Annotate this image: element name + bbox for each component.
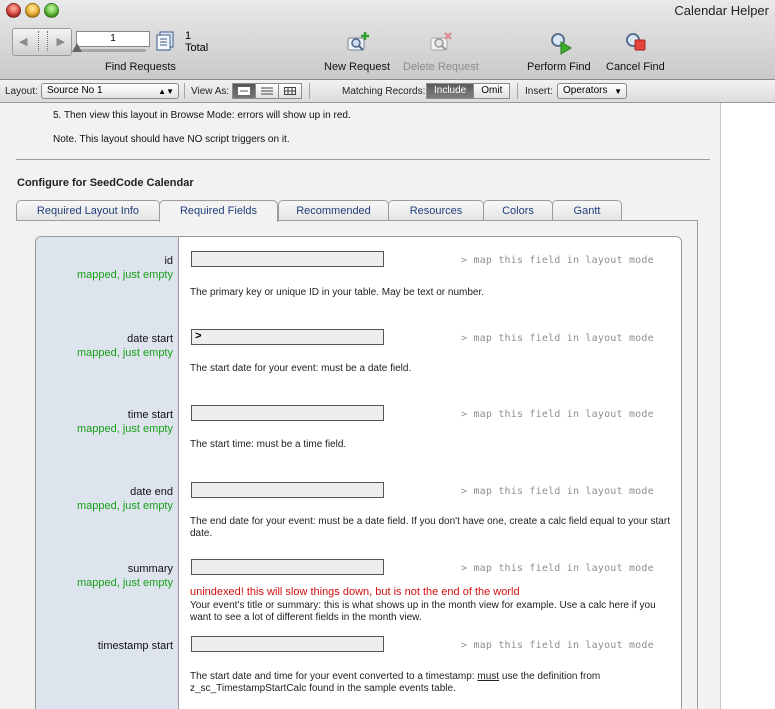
layout-content <box>0 103 720 709</box>
list-view-icon <box>261 87 273 95</box>
insert-operators-popup[interactable] <box>557 83 627 99</box>
view-as-list-button[interactable] <box>255 83 279 99</box>
cancel-find-button[interactable]: Cancel Find <box>606 61 665 73</box>
field-row-timestamp-start <box>36 622 681 699</box>
field-name: time start <box>127 409 173 421</box>
chevron-down-icon: ▼ <box>614 87 622 96</box>
description-text: use the definition from z_sc_TimestampStartCalc found in the sample events table. <box>190 671 601 694</box>
perform-find-button[interactable]: Perform Find <box>527 61 591 73</box>
popup-arrows-icon: ▲▼ <box>158 87 174 96</box>
omit-button[interactable]: Omit <box>473 83 510 99</box>
close-window-button[interactable] <box>6 3 21 18</box>
current-record-input[interactable]: 1 <box>76 31 150 47</box>
new-request-button[interactable]: New Request <box>324 61 391 73</box>
view-as-control <box>232 83 301 99</box>
layout-bar <box>0 80 775 103</box>
window-title: Calendar Helper <box>674 3 769 18</box>
tab-gantt[interactable]: Gantt <box>552 200 622 221</box>
insert-popup-value: Operators <box>563 85 608 96</box>
window-margin <box>720 103 775 709</box>
script-trigger-note: Note. This layout should have NO script triggers on it. <box>53 134 290 145</box>
section-title: Configure for SeedCode Calendar <box>17 177 194 189</box>
delete-request-button: Delete Request <box>403 61 479 73</box>
tab-panel-border <box>16 220 698 221</box>
field-name: id <box>164 255 173 267</box>
time-start-field[interactable] <box>191 405 384 421</box>
field-name: summary <box>127 563 173 575</box>
field-status: mapped, just empty <box>77 577 173 589</box>
find-requests-label: Find Requests <box>105 61 176 73</box>
record-total-label: Total <box>185 42 209 54</box>
previous-record-icon[interactable]: ◀ <box>19 36 28 48</box>
layout-label: Layout: <box>5 86 38 97</box>
tab-required-layout-info[interactable]: Required Layout Info <box>16 200 160 221</box>
window-toolbar <box>0 0 775 80</box>
field-row-summary <box>36 545 681 625</box>
book-spine <box>38 31 48 51</box>
view-as-form-button[interactable] <box>232 83 256 99</box>
field-row-date-start <box>36 315 681 392</box>
magnifier-go-icon[interactable] <box>547 30 575 56</box>
tab-resources[interactable]: Resources <box>388 200 484 221</box>
insert-label: Insert: <box>525 86 553 97</box>
date-end-field[interactable] <box>191 482 384 498</box>
layout-popup-value: Source No 1 <box>47 85 103 96</box>
summary-field[interactable] <box>191 559 384 575</box>
field-row-date-end <box>36 468 681 545</box>
field-row-time-start <box>36 391 681 468</box>
field-description <box>190 671 670 695</box>
magnifier-plus-icon[interactable] <box>345 30 373 56</box>
field-hint: > map this field in layout mode <box>461 486 654 497</box>
field-name: date end <box>130 486 173 498</box>
instruction-note: 5. Then view this layout in Browse Mode: errors will show up in red. <box>53 110 351 121</box>
divider-line <box>16 159 710 160</box>
record-slider-thumb[interactable] <box>72 43 82 52</box>
tab-colors[interactable]: Colors <box>483 200 553 221</box>
next-record-icon[interactable]: ▶ <box>56 36 65 48</box>
field-status: mapped, just empty <box>77 347 173 359</box>
view-as-label: View As: <box>191 86 230 97</box>
timestamp-start-field[interactable] <box>191 636 384 652</box>
field-hint: > map this field in layout mode <box>461 255 654 266</box>
field-description: Your event's title or summary: this is what shows up in the month view for example. Use a calc here if you want to see a lot of different fields in the month view. <box>190 600 656 623</box>
minimize-window-button[interactable] <box>25 3 40 18</box>
field-row-id <box>36 237 681 314</box>
record-total <box>185 30 208 54</box>
field-name: timestamp start <box>97 640 173 652</box>
book-icon[interactable] <box>12 28 72 56</box>
tab-panel-border <box>697 220 698 709</box>
matching-records-control <box>426 83 509 99</box>
divider <box>309 83 310 99</box>
field-hint: > map this field in layout mode <box>461 563 654 574</box>
field-hint: > map this field in layout mode <box>461 333 654 344</box>
magnifier-cancel-icon[interactable] <box>622 30 650 56</box>
field-status: mapped, just empty <box>77 423 173 435</box>
magnifier-delete-icon <box>428 30 456 56</box>
field-description: The start time: must be a time field. <box>190 439 347 450</box>
field-name: date start <box>127 333 173 345</box>
layout-popup[interactable] <box>41 83 179 99</box>
field-hint: > map this field in layout mode <box>461 640 654 651</box>
id-field[interactable] <box>191 251 384 267</box>
record-slider[interactable] <box>76 49 146 52</box>
divider <box>184 83 185 99</box>
field-description: The primary key or unique ID in your table. May be text or number. <box>190 287 485 298</box>
field-description: The start date for your event: must be a date field. <box>190 363 412 374</box>
divider <box>517 83 518 99</box>
required-fields-portal <box>35 236 682 709</box>
matching-records-label: Matching Records: <box>342 86 426 97</box>
field-status: mapped, just empty <box>77 500 173 512</box>
record-count: 1 <box>185 30 192 42</box>
description-text: The start date and time for your event converted to a timestamp: <box>190 671 478 682</box>
field-status: mapped, just empty <box>77 269 173 281</box>
field-description: The end date for your event: must be a date field. If you don't have one, create a calc field equal to your start date. <box>190 516 670 539</box>
view-as-table-button[interactable] <box>278 83 302 99</box>
tab-required-fields[interactable]: Required Fields <box>159 200 278 222</box>
date-start-field[interactable]: > <box>191 329 384 345</box>
zoom-window-button[interactable] <box>44 3 59 18</box>
emphasis-text: must <box>477 671 500 682</box>
field-hint: > map this field in layout mode <box>461 409 654 420</box>
include-button[interactable]: Include <box>426 83 474 99</box>
table-view-icon <box>284 87 296 95</box>
tab-recommended[interactable]: Recommended <box>278 200 389 221</box>
records-icon <box>154 30 176 52</box>
form-view-icon <box>238 87 250 95</box>
unindexed-warning: unindexed! this will slow things down, but is not the end of the world <box>190 586 520 598</box>
